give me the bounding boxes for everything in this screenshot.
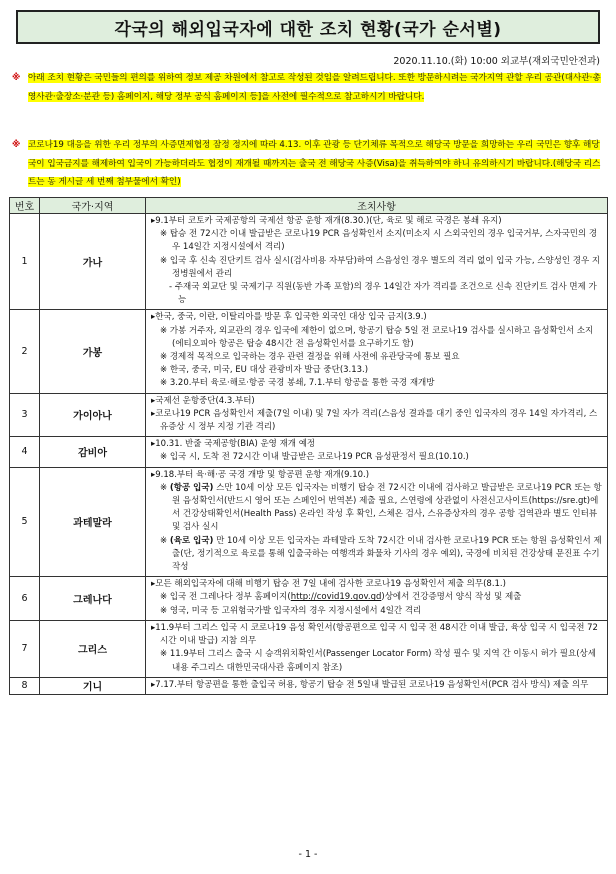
measure-subnote: [151, 482, 603, 535]
measure-text: ※ 입국 전 그레나다 정부 홈페이지(: [160, 592, 291, 603]
note-mark: ※: [160, 482, 170, 493]
measure-bold-label: (항공 입국): [169, 482, 214, 493]
row-number: 6: [10, 577, 40, 621]
measure-bullet: [151, 311, 603, 324]
measures-cell: [146, 467, 608, 577]
table-row: [10, 310, 608, 393]
table-row: [10, 393, 608, 437]
gov-website-link[interactable]: http://covid19.gov.gd: [290, 592, 382, 603]
measure-bullet: [151, 469, 603, 482]
measure-bold-label: (육로 입국): [169, 535, 214, 546]
country-name: 그리스: [40, 620, 146, 677]
measure-subnote: [151, 325, 603, 351]
measure-text: ▸국제선 운항중단(4.3.부터): [151, 395, 255, 406]
table-row: [10, 467, 608, 577]
measure-text: ※ 영국, 미국 등 고위험국가발 입국자의 경우 지정시설에서 4일간 격리: [160, 605, 422, 616]
row-number: 5: [10, 467, 40, 577]
table-row: [10, 677, 608, 694]
measures-table: [9, 197, 608, 695]
country-name: 그레나다: [40, 577, 146, 621]
measure-text: ▸11.9부터 그리스 입국 시 코로나19 음성 확인서(항공편으로 입국 시 입국 전 48시간 이내 발급, 육상 입국 시 입국전 72시간 이내 발급) 지참 의무: [151, 622, 598, 647]
measure-text: ▸9.18.부터 육·해·공 국경 개방 및 항공편 운항 재개(9.10.): [151, 469, 370, 480]
row-number: 1: [10, 214, 40, 310]
measure-text: ※ 경제적 목적으로 입국하는 경우 관련 결정을 위해 사전에 유관당국에 통보 필요: [160, 352, 460, 363]
measure-subnote: [151, 535, 603, 575]
country-name: 기니: [40, 677, 146, 694]
table-header-row: [10, 198, 608, 214]
measure-text: )상에서 건강증명서 양식 작성 및 제출: [381, 592, 522, 603]
notice-2: [12, 136, 606, 192]
measures-cell: [146, 393, 608, 437]
measure-bullet: [151, 408, 603, 434]
measure-text: ※ 3.20.부터 육로·해로·항공 국경 봉쇄, 7.1.부터 항공을 통한 국경 재개방: [160, 378, 435, 389]
notice-text: 아래 조치 현황은 국민들의 편의를 위하여 정보 제공 차원에서 참고로 작성된 것임을 알려드립니다. 또한 방문하시려는 국가지역 관할 우리 공관(대사관·총영사관·출장소·분관 등) 홈페이지, 해당 정부 공식 홈페이지 등]을 사전에 필수적으로 참고하시기 바랍니다.: [28, 73, 601, 102]
dateline: 2020.11.10.(화) 10:00 외교부(재외국민안전과): [393, 56, 600, 67]
measure-text: ▸10.31. 반줄 국제공항(BIA) 운영 재개 예정: [151, 439, 316, 450]
measure-text: ▸한국, 중국, 이란, 이탈리아를 방문 후 입국한 외국인 대상 입국 금지(3.9.): [151, 312, 427, 323]
measure-text: ▸코로나19 PCR 음성확인서 제출(7일 이내) 및 7일 자가 격리(스음성 결과를 대기 중인 입국자의 경우 14일 자가격리, 스유증상 시 정부 지정 기관 격리): [151, 408, 598, 433]
page-number: - 1 -: [298, 849, 318, 860]
country-name: 가봉: [40, 310, 146, 393]
country-name: 가나: [40, 214, 146, 310]
note-mark: ※: [160, 535, 170, 546]
measure-text: ※ 가봉 거주자, 외교관의 경우 입국에 제한이 없으며, 항공기 탑승 5일 전 코로나19 검사를 실시하고 음성확인서 소지(에티오피아 항공은 탑승 48시간 전 음성확인서를 요구하기도 함): [160, 325, 594, 349]
notice-1: [12, 69, 606, 106]
measure-subnote: [151, 591, 603, 604]
measure-text: ※ 입국 후 신속 진단키트 검사 실시(검사비용 자부담)하여 스음성인 경우 별도의 격리 없이 입국 가능, 스양성인 경우 지정병원에서 관리: [160, 255, 601, 279]
measure-subnote: [151, 351, 603, 364]
measure-bullet: [151, 395, 603, 408]
row-number: 2: [10, 310, 40, 393]
measure-subnote: [151, 228, 603, 254]
table-row: [10, 620, 608, 677]
measure-text: ※ 11.9부터 그리스 출국 시 승객위치확인서(Passenger Locator Form) 작성 필수 및 지역 간 이동시 허가 필요(상세내용 주그리스 대한민국대사관 홈페이지 참조): [160, 649, 596, 673]
row-number: 8: [10, 677, 40, 694]
measures-cell: [146, 310, 608, 393]
header-no: 번호: [10, 198, 40, 214]
measure-bullet: [151, 215, 603, 228]
measure-text: ▸9.1부터 코토카 국제공항의 국제선 항공 운항 재개(8.30.)(단, 육로 및 해로 국경은 봉쇄 유지): [151, 216, 502, 226]
measure-text: ※ 한국, 중국, 미국, EU 대상 관광비자 발급 중단(3.13.): [160, 365, 369, 376]
row-number: 7: [10, 620, 40, 677]
measure-subnote: [151, 648, 603, 674]
notice-mark: ※: [12, 140, 21, 150]
measure-bullet: [151, 622, 603, 648]
measure-bullet: [151, 679, 603, 692]
measure-text: ※ 입국 시, 도착 전 72시간 이내 발급받은 코로나19 PCR 음성판정서 필요(10.10.): [160, 452, 469, 463]
measure-subnote: [151, 451, 603, 464]
measures-cell: [146, 620, 608, 677]
measure-text: ▸모든 해외입국자에 대해 비행기 탑승 전 7일 내에 검사한 코로나19 음성확인서 제출 의무(8.1.): [151, 579, 506, 590]
measure-subnote: [151, 377, 603, 390]
measures-cell: [146, 677, 608, 694]
page-title: 각국의 해외입국자에 대한 조치 현황(국가 순서별): [114, 19, 502, 40]
measure-subnote: [151, 255, 603, 281]
notice-text: 코로나19 대응을 위한 우리 정부의 사증면제협정 잠정 정지에 따라 4.13. 이후 관광 등 단기체류 목적으로 해당국 방문을 희망하는 우리 국민은 향후 해당국이 입국금지를 해제하여 입국이 가능하더라도 협정이 재개될 때까지는 출국 전 해당국 사증(Visa)을 취득하여야 하니 유의하시기 바랍니다.(해당국 리스트는 동 게시글 세 번째 첨부물에서 확인): [28, 140, 601, 187]
measure-text: 만 10세 이상 모든 입국자는 과테말라 도착 72시간 이내 검사한 코로나19 PCR 또는 항원 음성확인서 제출(단, 정기적으로 육로를 통해 입출국하는 여행객과 화물차 기사의 경우 예외), 국경에 비치된 건강상태 문진표 수기 작성: [172, 535, 602, 573]
country-name: 가이아나: [40, 393, 146, 437]
title-box: [16, 10, 600, 44]
measure-dash: [151, 281, 603, 307]
country-name: 과테말라: [40, 467, 146, 577]
table-row: [10, 577, 608, 621]
measures-cell: [146, 214, 608, 310]
table-row: [10, 214, 608, 310]
measure-subnote: [151, 364, 603, 377]
measure-text: ▸7.17.부터 항공편을 통한 출입국 허용, 항공기 탑승 전 5일내 발급된 코로나19 음성확인서(PCR 검사 방식) 제출 의무: [151, 679, 589, 690]
measure-text: 스만 10세 이상 모든 입국자는 비행기 탑승 전 72시간 이내에 검사하고 발급받은 코로나19 PCR 또는 항원 음성확인서(반드시 영어 또는 스페인어 번역본) 제출 필요, 스연령에 상관없이 사전신고사이트(https://sre.gt)에서 건강상태확인서(Health Pass) 온라인 작성 후 확인, 스체온 검사, 스유증상자의 경우 공항 검역관과 별도 인터뷰 및 검사 실시: [172, 482, 602, 533]
measures-cell: [146, 577, 608, 621]
measure-subnote: [151, 605, 603, 618]
measure-text: ※ 탑승 전 72시간 이내 발급받은 코로나19 PCR 음성확인서 소지(미소지 시 스외국인의 경우 입국거부, 스자국민의 경우 14일간 지정시설에서 격리): [160, 229, 598, 253]
header-country: 국가·지역: [40, 198, 146, 214]
table-row: [10, 437, 608, 467]
row-number: 4: [10, 437, 40, 467]
measure-text: - 주재국 외교단 및 국제기구 직원(동반 가족 포함)의 경우 14일간 자가 격리를 조건으로 신속 진단키트 검사 면제 가능: [169, 282, 597, 306]
country-name: 감비아: [40, 437, 146, 467]
header-measures: 조치사항: [146, 198, 608, 214]
measure-bullet: [151, 578, 603, 591]
measures-cell: [146, 437, 608, 467]
measure-bullet: [151, 438, 603, 451]
notice-mark: ※: [12, 73, 21, 83]
row-number: 3: [10, 393, 40, 437]
